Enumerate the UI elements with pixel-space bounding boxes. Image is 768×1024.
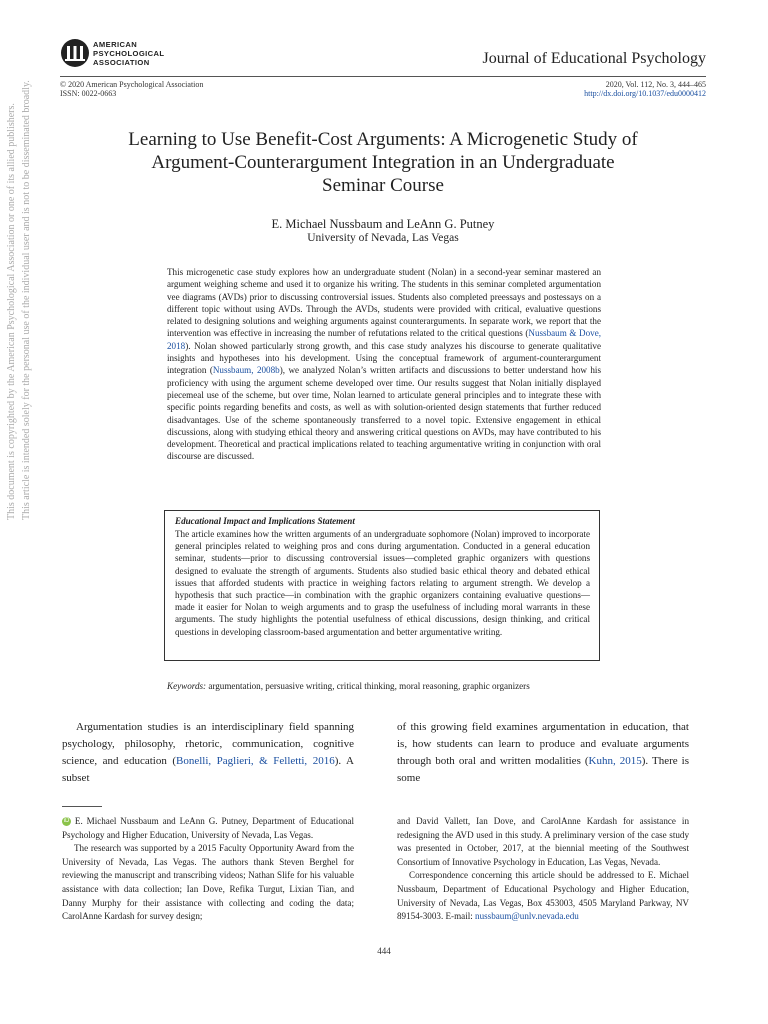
abstract-text-2: ). Nolan showed particularly strong growth, and this case study analyzes his discourse to generate qualitative insights and hypotheses into his development. Using the conceptual framework of argument-counterargument integration ( bbox=[167, 340, 601, 376]
abstract-text-3: ), we analyzed Nolan’s written artifacts and discussions to better understand how his proficiency with using the argument scheme developed over time. Our results suggest that Nolan initially displayed piecemeal use of the scheme, but over time, Nolan learned to articulate general principles and to integrate these with specific points regarding benefits and costs, as well as with solution-oriented design statements that further reduced disadvantages. Use of the scheme spontaneously transferred to a novel topic. Extensive engagement in ethical discussions, along with studying ethical theory and answering critical questions on AVDs, may have contributed to his development. Theoretical and practical implications related to teaching argumentative writing in conjunction with oral discourse are discussed. bbox=[167, 365, 601, 462]
title-line-3: Seminar Course bbox=[322, 175, 444, 196]
abstract-text-1: This microgenetic case study explores how an undergraduate student (Nolan) in a second-year seminar mastered an argument weighing scheme and used it to organize his writing. The students in this seminar completed argumentation vee diagrams (AVDs) prior to discussing controversial issues. Students also completed preessays and postessays on a different topic without using AVDs. Through the AVDs, students were provided with critical, evaluative questions related to designing solutions and weighing arguments against counterarguments. In separate work, we report that the intervention was effective in increasing the number of refutations related to the critical questions ( bbox=[167, 267, 601, 339]
footnotes-right bbox=[397, 815, 689, 924]
email-link[interactable]: nussbaum@unlv.nevada.edu bbox=[475, 911, 579, 922]
apa-logo bbox=[60, 38, 200, 72]
publisher-line-1: AMERICAN bbox=[93, 40, 138, 49]
publisher-line-3: ASSOCIATION bbox=[93, 58, 150, 67]
volume-info: 2020, Vol. 112, No. 3, 444–465 bbox=[605, 80, 706, 89]
copyright-text: © 2020 American Psychological Association bbox=[60, 80, 204, 89]
funding-note: The research was supported by a 2015 Faculty Opportunity Award from the University of Nevada, Las Vegas. The authors thank Steven Berghel for reviewing the manuscript and transcribing videos; Nathan Slife for his valuable assistance with data collection; Ian Dove, Refika Turgut, Lixian Tian, and Danny Murphy for their assistance with collecting and coding the data; CarolAnne Kardash for survey design; bbox=[62, 843, 354, 922]
body-right-text-2: ). There is some bbox=[397, 755, 689, 784]
publisher-name bbox=[93, 40, 164, 67]
doi-link[interactable]: http://dx.doi.org/10.1037/edu0000412 bbox=[584, 89, 706, 98]
title-line-2: Argument-Counterargument Integration in an Undergraduate bbox=[151, 152, 615, 173]
body-left-text-1: Argumentation studies is an interdisciplinary field spanning psychology, philosophy, rhetoric, communication, cognitive science, and education ( bbox=[62, 721, 354, 767]
body-column-right bbox=[397, 719, 689, 787]
issn-text: ISSN: 0022-0663 bbox=[60, 89, 117, 98]
keywords-text: argumentation, persuasive writing, critical thinking, moral reasoning, graphic organizers bbox=[208, 681, 530, 691]
page-number: 444 bbox=[377, 946, 391, 956]
body-right-text-1: of this growing field examines argumentation in education, that is, how students can learn to produce and evaluate arguments through both oral and written modalities ( bbox=[397, 721, 689, 767]
author-note bbox=[62, 815, 354, 842]
impact-body: The article examines how the written arguments of an undergraduate sophomore (Nolan) improved to incorporate general principles related to weighing pros and cons during argumentation. Conducted in a general education seminar, students—prior to discussing controversial issues—completed graphic organizers with questions designed to evaluate the strength of arguments. Students also studied basic ethical theory and debated ethical issues that afforded students with practice in weighing factors relating to argument strength. We develop a hypothesis that such practice—in combination with the graphic organizers containing evaluative questions—made it easier for Nolan to weigh arguments and to grasp the usefulness of including moral warrants in these arguments. The study highlights the potential usefulness of ethical discussions, design thinking, and critical questions in developing classroom-based argumentation and better argumentative writing. bbox=[175, 529, 590, 637]
footnote-rule bbox=[62, 806, 102, 807]
citation-link-nussbaum-dove[interactable]: Nussbaum & Dove, 2018 bbox=[167, 328, 601, 351]
correspondence-note bbox=[397, 869, 689, 923]
body-left-text-2: ). A subset bbox=[62, 755, 354, 784]
affiliation: University of Nevada, Las Vegas bbox=[307, 232, 459, 244]
citation-link-bonelli[interactable]: Bonelli, Paglieri, & Felletti, 2016 bbox=[176, 755, 335, 767]
article-title bbox=[60, 128, 706, 197]
author-note-text: E. Michael Nussbaum and LeAnn G. Putney, Department of Educational Psychology and Higher Education, University of Nevada, Las Vegas. bbox=[62, 816, 354, 840]
acknowledgement-continued: and David Vallett, Ian Dove, and CarolAnne Kardash for assistance in redesigning the AVD used in this study. A preliminary version of the case study was presented in October, 2017, at the biennial meeting of the Southwest Consortium of Innovative Psychology in Education, Las Vegas, Nevada. bbox=[397, 816, 689, 867]
sidebar-line-2: This article is intended solely for the personal use of the individual user and is not to be disseminated broadly. bbox=[21, 80, 32, 520]
footnotes-left bbox=[62, 815, 354, 924]
citation-link-kuhn[interactable]: Kuhn, 2015 bbox=[588, 755, 642, 767]
correspondence-text: Correspondence concerning this article should be addressed to E. Michael Nussbaum, Department of Educational Psychology and Higher Education, University of Nevada, Las Vegas, Box 453003, 4505 Maryland Parkway, NV 89154-3003. E-mail: bbox=[397, 870, 689, 922]
keywords-label: Keywords: bbox=[167, 681, 207, 691]
header-rule bbox=[60, 76, 706, 77]
keywords bbox=[167, 681, 530, 691]
orcid-icon[interactable]: iD bbox=[63, 818, 70, 825]
journal-name: Journal of Educational Psychology bbox=[482, 50, 706, 67]
apa-logo-icon bbox=[60, 38, 90, 68]
title-line-1: Learning to Use Benefit-Cost Arguments: A Microgenetic Study of bbox=[128, 129, 638, 150]
body-column-left bbox=[62, 719, 354, 787]
volume-block bbox=[584, 80, 706, 98]
abstract bbox=[167, 266, 601, 463]
citation-link-nussbaum-2008b[interactable]: Nussbaum, 2008b bbox=[212, 365, 280, 376]
authors: E. Michael Nussbaum and LeAnn G. Putney bbox=[271, 217, 495, 231]
publisher-line-2: PSYCHOLOGICAL bbox=[93, 49, 165, 58]
sidebar-line-1: This document is copyrighted by the American Psychological Association or one of its allied publishers. bbox=[6, 103, 17, 520]
copyright-block bbox=[60, 80, 203, 98]
copyright-sidebar bbox=[4, 80, 34, 520]
impact-statement-box bbox=[164, 510, 600, 661]
impact-title: Educational Impact and Implications Statement bbox=[175, 516, 355, 526]
